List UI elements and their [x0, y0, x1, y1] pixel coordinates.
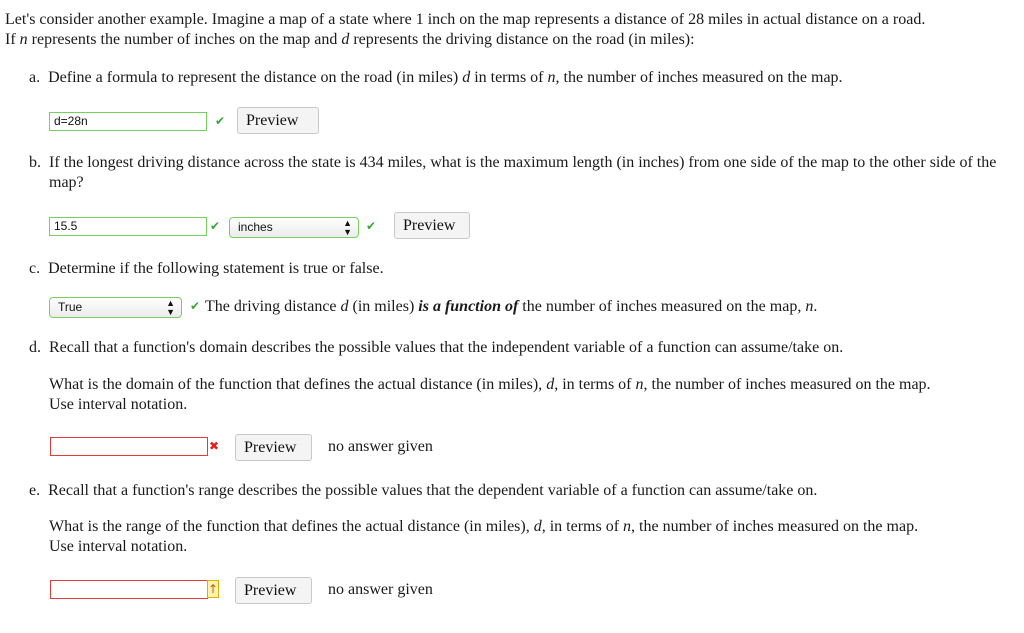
select-arrows-icon: ▲ ▼ [343, 218, 352, 237]
part-b-preview-button[interactable]: Preview [394, 212, 470, 239]
part-b-text: If the longest driving distance across the state is 434 miles, what is the maximum length (in inches) from one side of the map to the other side of the map? [49, 154, 997, 191]
part-c-label: c. [29, 260, 41, 277]
part-c-true-false-select[interactable] [49, 297, 182, 318]
intro-line-2: If n represents the number of inches on the map and d represents the driving distance on the road (in miles): [5, 31, 695, 48]
part-e-status: no answer given [328, 581, 433, 598]
part-b-unit-select[interactable] [229, 217, 359, 238]
intro-line-1: Let's consider another example. Imagine a map of a state where 1 inch on the map represents a distance of 28 miles in actual distance on a road. [5, 11, 926, 28]
part-a-correct-icon: ✔ [215, 114, 226, 128]
part-e-up-arrow-icon: ↑ [208, 582, 219, 596]
part-a-preview-button[interactable]: Preview [237, 107, 319, 134]
part-d-preview-button[interactable]: Preview [235, 434, 312, 461]
part-c-selected-value: True [58, 300, 83, 314]
part-c-text: Determine if the following statement is true or false. [48, 260, 384, 277]
part-b-unit-correct-icon: ✔ [366, 219, 377, 233]
part-a-answer-input[interactable]: d=28n [49, 112, 207, 131]
part-e-answer-input[interactable] [50, 580, 208, 599]
part-e-subquestion: What is the range of the function that defines the actual distance (in miles), d, in terms of n, the number of inches measured on the map. Use interval notation. [49, 518, 919, 555]
part-a-label: a. [29, 69, 41, 86]
part-b-label: b. [29, 154, 41, 171]
part-b-unit-value: inches [238, 220, 273, 234]
problem-intro [5, 10, 925, 50]
select-arrows-icon: ▲ ▼ [166, 298, 175, 317]
part-d-answer-input[interactable] [50, 437, 208, 456]
part-d-incorrect-icon: ✖ [209, 439, 220, 453]
part-a-text: Define a formula to represent the distance on the road (in miles) d in terms of n, the number of inches measured on the map. [48, 69, 843, 86]
part-a-question [29, 68, 843, 88]
part-d-text: Recall that a function's domain describes the possible values that the independent variable of a function can assume/take on. [49, 339, 844, 356]
part-e-preview-button[interactable]: Preview [235, 577, 312, 604]
part-d-question [29, 338, 843, 358]
part-e-question [29, 481, 817, 501]
part-e-text: Recall that a function's range describes the possible values that the dependent variable of a function can assume/take on. [48, 482, 818, 499]
part-b-answer-input[interactable]: 15.5 [49, 217, 207, 236]
part-b-correct-icon: ✔ [210, 219, 221, 233]
part-e-label: e. [29, 482, 41, 499]
part-b-question [29, 153, 41, 173]
part-d-status: no answer given [328, 438, 433, 455]
part-c-question [29, 259, 384, 279]
part-c-correct-icon: ✔ [190, 299, 201, 313]
part-c-statement: The driving distance d (in miles) is a function of the number of inches measured on the map, n. [205, 298, 818, 315]
part-d-subquestion: What is the domain of the function that defines the actual distance (in miles), d, in terms of n, the number of inches measured on the map. Use interval notation. [49, 376, 931, 413]
part-d-label: d. [29, 339, 41, 356]
